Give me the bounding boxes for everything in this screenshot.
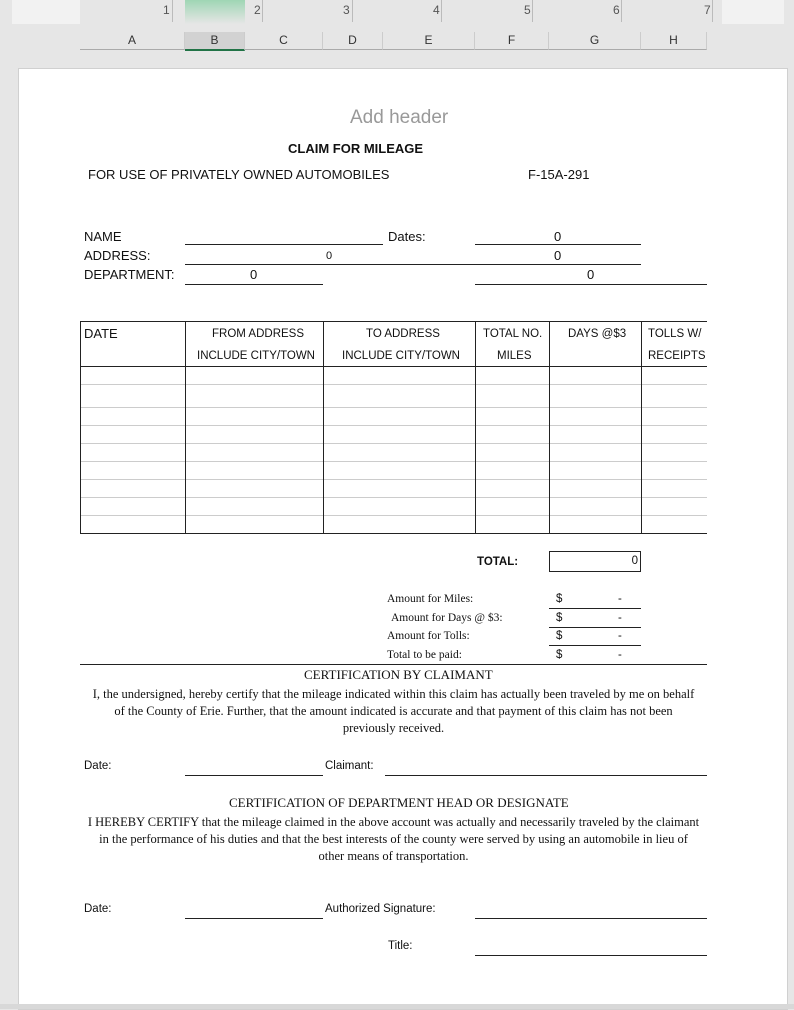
cert-dept-text bbox=[80, 814, 707, 865]
dates-field[interactable] bbox=[475, 284, 707, 285]
currency-symbol: $ bbox=[556, 649, 563, 661]
form-number: F-15A-291 bbox=[528, 167, 590, 182]
dates-value[interactable]: 0 bbox=[587, 267, 595, 282]
cert-line: previously received. bbox=[342, 721, 445, 735]
column-header-d[interactable]: D bbox=[323, 32, 383, 50]
column-header-h[interactable]: H bbox=[641, 32, 707, 50]
dept-date-label: Date: bbox=[84, 903, 112, 915]
amount-label: Amount for Tolls: bbox=[387, 630, 470, 642]
ruler-selection bbox=[185, 0, 245, 24]
amount-label: Amount for Miles: bbox=[387, 593, 474, 605]
horizontal-ruler bbox=[0, 0, 794, 24]
address-value[interactable]: 0 bbox=[326, 250, 333, 262]
dates-value[interactable]: 0 bbox=[554, 248, 562, 263]
cert-claimant-text bbox=[80, 686, 707, 737]
column-header-e[interactable]: E bbox=[383, 32, 475, 50]
ruler-number: 3 bbox=[343, 3, 350, 17]
total-label: TOTAL: bbox=[477, 556, 519, 568]
title-field[interactable] bbox=[475, 955, 707, 956]
ruler-number: 6 bbox=[613, 3, 620, 17]
department-label: DEPARTMENT: bbox=[84, 267, 175, 282]
column-header-f[interactable]: F bbox=[475, 32, 549, 50]
claimant-label: Claimant: bbox=[325, 760, 374, 772]
worksheet-page bbox=[18, 68, 788, 1010]
column-header-c[interactable]: C bbox=[245, 32, 323, 50]
address-field[interactable] bbox=[185, 264, 475, 265]
table-header-miles-sub: MILES bbox=[497, 350, 532, 362]
dates-label: Dates: bbox=[388, 229, 426, 244]
signature-field[interactable] bbox=[475, 918, 707, 919]
ruler-number: 1 bbox=[163, 3, 170, 17]
address-label: ADDRESS: bbox=[84, 248, 151, 263]
amount-value: - bbox=[618, 612, 622, 624]
table-header-to-sub: INCLUDE CITY/TOWN bbox=[342, 350, 460, 362]
table-header-from-sub: INCLUDE CITY/TOWN bbox=[197, 350, 315, 362]
claimant-date-field[interactable] bbox=[185, 775, 323, 776]
cert-line: in the performance of his duties and that the best interests of the county were served by using an automobile in lieu of bbox=[99, 832, 688, 846]
total-cell[interactable] bbox=[549, 551, 641, 572]
ruler-margin bbox=[12, 0, 80, 24]
table-header-tolls: TOLLS W/ bbox=[648, 328, 702, 340]
currency-symbol: $ bbox=[556, 593, 563, 605]
dates-value[interactable]: 0 bbox=[554, 229, 562, 244]
amount-value: - bbox=[618, 593, 622, 605]
add-header-placeholder[interactable]: Add header bbox=[350, 107, 449, 128]
department-value[interactable]: 0 bbox=[250, 267, 258, 282]
cert-line: of the County of Erie. Further, that the amount indicated is accurate and that payment of this claim has not been bbox=[114, 704, 673, 718]
table-header-tolls-sub: RECEIPTS bbox=[648, 350, 706, 362]
signature-label: Authorized Signature: bbox=[325, 903, 436, 915]
dates-field[interactable] bbox=[475, 244, 641, 245]
column-header-b[interactable]: B bbox=[185, 32, 245, 51]
dates-field[interactable] bbox=[475, 264, 641, 265]
amount-value: - bbox=[618, 630, 622, 642]
name-label: NAME bbox=[84, 229, 122, 244]
horizontal-scrollbar[interactable] bbox=[0, 1004, 794, 1009]
ruler-number: 2 bbox=[254, 3, 261, 17]
column-header-g[interactable]: G bbox=[549, 32, 641, 50]
claimant-field[interactable] bbox=[385, 775, 707, 776]
total-value: 0 bbox=[631, 555, 638, 567]
table-header-from: FROM ADDRESS bbox=[212, 328, 305, 340]
ruler-number: 4 bbox=[433, 3, 440, 17]
claimant-date-label: Date: bbox=[84, 760, 112, 772]
department-field[interactable] bbox=[185, 284, 323, 285]
form-subtitle: FOR USE OF PRIVATELY OWNED AUTOMOBILES bbox=[88, 167, 390, 182]
currency-symbol: $ bbox=[556, 630, 563, 642]
table-header-miles: TOTAL NO. bbox=[483, 328, 543, 340]
amount-label: Total to be paid: bbox=[387, 649, 462, 661]
cert-claimant-title: CERTIFICATION BY CLAIMANT bbox=[304, 667, 493, 682]
table-header-days: DAYS @$3 bbox=[568, 328, 627, 340]
form-title: CLAIM FOR MILEAGE bbox=[288, 141, 424, 156]
ruler-number: 5 bbox=[524, 3, 531, 17]
table-header-date: DATE bbox=[84, 326, 118, 341]
cert-line: other means of transportation. bbox=[318, 849, 469, 863]
name-field[interactable] bbox=[185, 244, 383, 245]
currency-symbol: $ bbox=[556, 612, 563, 624]
dept-date-field[interactable] bbox=[185, 918, 323, 919]
column-header-a[interactable]: A bbox=[80, 32, 185, 50]
ruler-number: 7 bbox=[704, 3, 711, 17]
title-label: Title: bbox=[388, 940, 413, 952]
ruler-margin bbox=[722, 0, 784, 24]
cert-line: I, the undersigned, hereby certify that the mileage indicated within this claim has actually been traveled by me on behalf bbox=[92, 687, 695, 701]
amount-label: Amount for Days @ $3: bbox=[391, 612, 503, 624]
table-header-to: TO ADDRESS bbox=[366, 328, 440, 340]
cert-line: I HEREBY CERTIFY that the mileage claimed in the above account was actually and necessarily traveled by the claimant bbox=[87, 815, 700, 829]
amount-value: - bbox=[618, 649, 622, 661]
cert-dept-title: CERTIFICATION OF DEPARTMENT HEAD OR DESIGNATE bbox=[229, 795, 569, 810]
